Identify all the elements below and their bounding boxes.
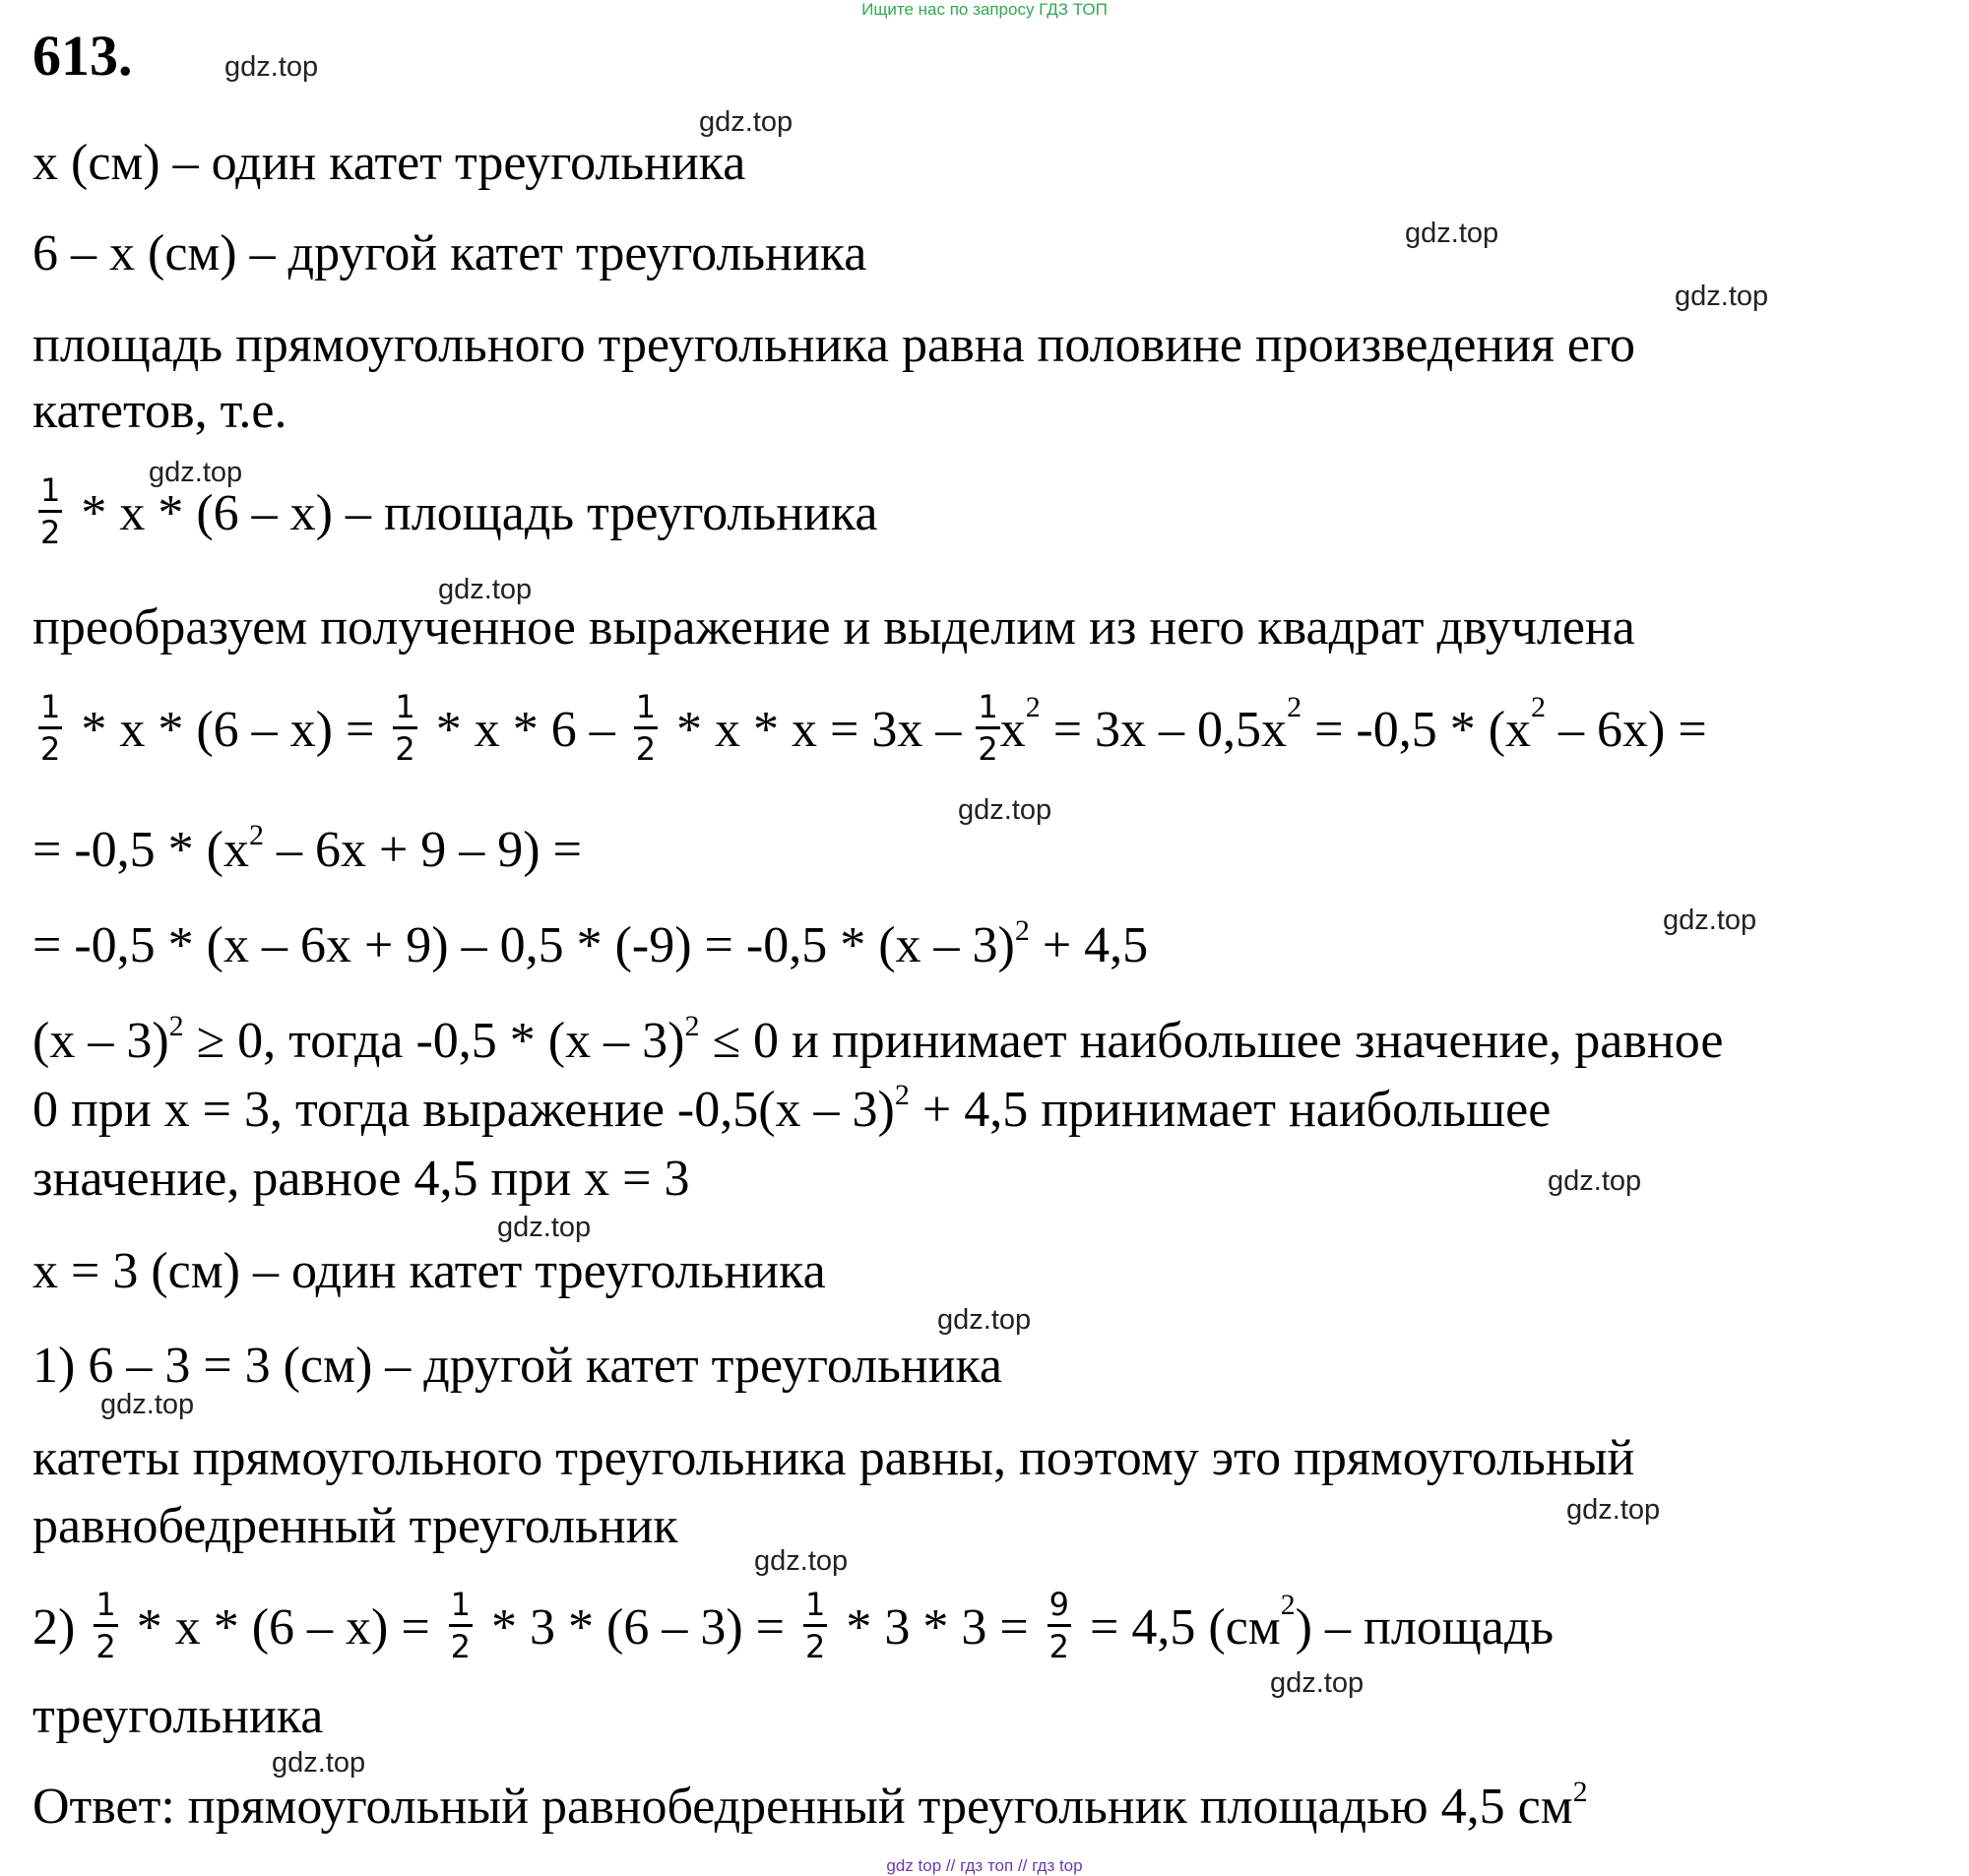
- watermark: gdz.top: [1270, 1667, 1365, 1699]
- fraction: $\frac{1}{2}$: [95, 1586, 116, 1665]
- text-line: x = 3 (см) – один катет треугольника: [32, 1243, 826, 1299]
- answer-line: Ответ: прямоугольный равнобедренный треугольник площадью 4,5 $см^2$: [32, 1776, 1588, 1835]
- fraction: $\frac{1}{2}$: [804, 1586, 826, 1665]
- watermark: gdz.top: [937, 1304, 1032, 1336]
- watermark: gdz.top: [754, 1545, 849, 1577]
- text-line: значение, равное 4,5 при x = 3: [32, 1151, 690, 1207]
- text-line: треугольника: [32, 1688, 324, 1744]
- footer-watermark: gdz top // гдз топ // гдз top: [886, 1856, 1083, 1875]
- watermark: gdz.top: [1566, 1494, 1661, 1526]
- watermark: gdz.top: [958, 794, 1052, 826]
- watermark: gdz.top: [1548, 1165, 1642, 1197]
- text-line: катетов, т.е.: [32, 383, 287, 439]
- fraction: $\frac{1}{2}$: [40, 688, 61, 768]
- text-line: катеты прямоугольного треугольника равны, поэтому это прямоугольный: [32, 1430, 1635, 1486]
- text-line: x (см) – один катет треугольника: [32, 135, 746, 191]
- watermark: gdz.top: [1675, 281, 1769, 312]
- text-line: (x – 3)$^2$ ≥ 0, тогда -0,5 * (x – 3)$^2$ ≤ 0 и принимает наибольшее значение, равное: [32, 1010, 1724, 1069]
- task-number: 613.: [32, 24, 133, 88]
- text-line: 0 при x = 3, тогда выражение -0,5(x – 3)$^2$ + 4,5 принимает наибольшее: [32, 1079, 1552, 1138]
- formula-text: * x * (6 – x) – площадь треугольника: [68, 485, 878, 542]
- fraction: $\frac{1}{2}$: [450, 1586, 472, 1665]
- watermark: gdz.top: [100, 1389, 195, 1420]
- fraction: $\frac{1}{2}$: [635, 688, 657, 768]
- text-line: равнобедренный треугольник: [32, 1498, 678, 1554]
- formula-line: = $-0,5 * (x^2 - 6x + 9 - 9)$ =: [32, 819, 582, 878]
- watermark: gdz.top: [149, 457, 243, 488]
- fraction: $\frac{1}{2}$: [978, 688, 998, 768]
- watermark: gdz.top: [1405, 218, 1499, 249]
- formula-line: = -0,5 * (x – 6x + 9) – 0,5 * (-9) = -0,5 * (x – 3)$^2$ + 4,5: [32, 914, 1149, 973]
- search-hint-banner: Ищите нас по запросу ГДЗ ТОП: [861, 0, 1108, 19]
- watermark: gdz.top: [699, 106, 794, 138]
- formula-line: 2) $\frac{1}{2}$ * x * (6 – x) = $\frac{1}{2}$ * 3 * (6 – 3) = $\frac{1}{2}$ * 3 * 3 = $\frac{9}{2}$ = 4,5 $(см^2)$ – площадь: [32, 1586, 1555, 1665]
- text-line: 6 – x (см) – другой катет треугольника: [32, 225, 867, 281]
- fraction: $\frac{1}{2}$: [395, 688, 415, 768]
- watermark: gdz.top: [1663, 905, 1757, 936]
- fraction: $\frac{1}{2}$: [40, 471, 61, 551]
- watermark: gdz.top: [438, 574, 533, 605]
- text-line: 1) 6 – 3 = 3 (см) – другой катет треугольника: [32, 1338, 1003, 1394]
- formula-line: $\frac{1}{2}$ * x * (6 – x) = $\frac{1}{2}$ * x * 6 – $\frac{1}{2}$ * x * x = 3x – $\frac{1}{2}$ $x^2 = 3x - 0,5x^2 = -0,5 * (x^2 - 6x)$ =: [40, 688, 1707, 768]
- watermark: gdz.top: [272, 1747, 366, 1779]
- watermark: gdz.top: [224, 51, 319, 83]
- text-line: площадь прямоугольного треугольника равна половине произведения его: [32, 317, 1635, 373]
- text-line: преобразуем полученное выражение и выделим из него квадрат двучлена: [32, 599, 1635, 656]
- watermark: gdz.top: [497, 1212, 592, 1243]
- fraction: $\frac{9}{2}$: [1048, 1586, 1070, 1665]
